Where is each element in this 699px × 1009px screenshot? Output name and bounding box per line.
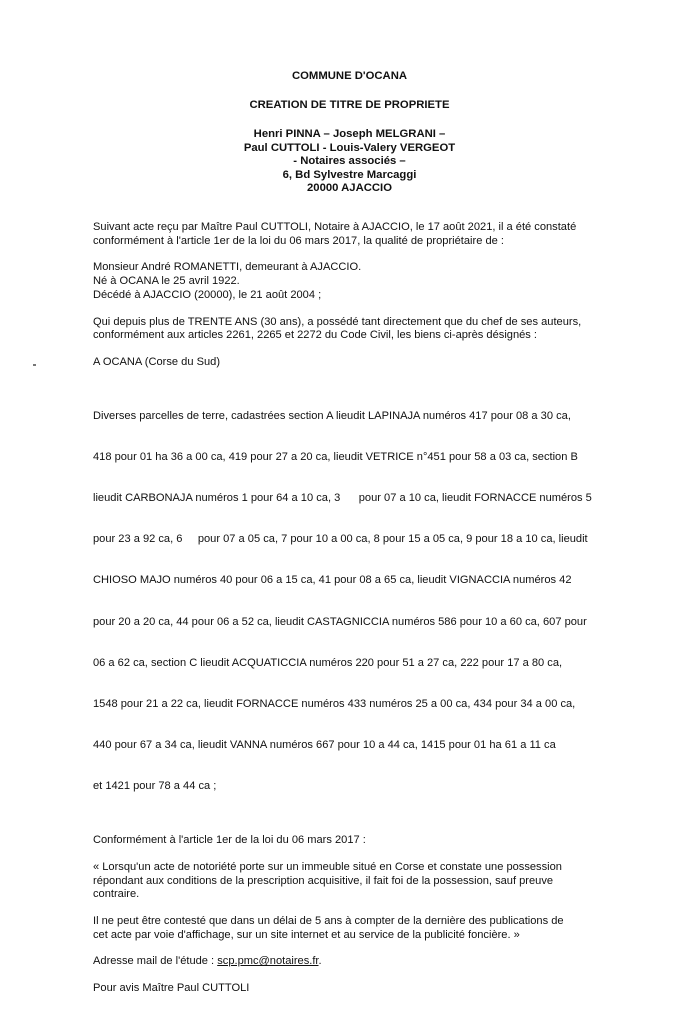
parcel-line: 06 a 62 ca, section C lieudit ACQUATICCIA numéros 220 pour 51 a 27 ca, 222 pour 17 a 80 ca, <box>93 656 563 669</box>
owner-line: Né à OCANA le 25 avril 1922. <box>93 275 240 288</box>
parcel-line: Diverses parcelles de terre, cadastrées section A lieudit LAPINAJA numéros 417 pour 08 a 30 ca, <box>93 410 571 423</box>
document-title: CREATION DE TITRE DE PROPRIETE <box>249 99 450 111</box>
notaries-line: - Notaires associés – <box>293 155 406 167</box>
email-suffix: . <box>318 955 322 968</box>
parcel-line: pour 23 a 92 ca, 6 pour 07 a 05 ca, 7 pour 10 a 00 ca, 8 pour 15 a 05 ca, 9 pour 18 a 10 ca, lieudit <box>93 533 588 546</box>
possession-line: conformément aux articles 2261, 2265 et 2272 du Code Civil, les biens ci-après désignés : <box>93 329 537 342</box>
email-paragraph <box>93 955 628 969</box>
parcels-paragraph <box>93 383 628 822</box>
parcel-line: 440 pour 67 a 34 ca, lieudit VANNA numéros 667 pour 10 a 44 ca, 1415 pour 01 ha 61 a 11 ca <box>93 738 556 751</box>
law-reference-paragraph <box>93 834 628 848</box>
signature-line: Pour avis Maître Paul CUTTOLI <box>93 982 250 995</box>
parcel-line: CHIOSO MAJO numéros 40 pour 06 a 15 ca, 41 pour 08 a 65 ca, lieudit VIGNACCIA numéros 42 <box>93 574 572 587</box>
owner-paragraph <box>93 261 628 302</box>
commune-title: COMMUNE D'OCANA <box>291 70 408 82</box>
notaries-line: Paul CUTTOLI - Louis-Valery VERGEOT <box>243 141 456 154</box>
quote-line: cet acte par voie d'affichage, sur un site internet et au service de la publicité foncière. » <box>93 928 520 941</box>
parcel-line: pour 20 a 20 ca, 44 pour 06 a 52 ca, lieudit CASTAGNICCIA numéros 586 pour 10 a 60 ca, 607 pour <box>93 615 587 628</box>
owner-line: Monsieur André ROMANETTI, demeurant à AJACCIO. <box>93 261 362 274</box>
location-paragraph <box>93 356 628 370</box>
notaries-line: Henri PINNA – Joseph MELGRANI – <box>253 128 446 140</box>
document-body <box>93 221 628 1009</box>
quote-paragraph-1 <box>93 861 628 902</box>
notaries-address-line: 6, Bd Sylvestre Marcaggi <box>282 168 417 181</box>
quote-line: Il ne peut être contesté que dans un délai de 5 ans à compter de la dernière des publications de <box>93 914 564 927</box>
parcel-line: et 1421 pour 78 a 44 ca ; <box>93 780 217 793</box>
possession-paragraph <box>93 316 628 343</box>
notaries-city-line: 20000 AJACCIO <box>307 182 392 194</box>
possession-line: Qui depuis plus de TRENTE ANS (30 ans), a possédé tant directement que du chef de ses auteurs, <box>93 315 582 328</box>
parcel-line: 1548 pour 21 a 22 ca, lieudit FORNACCE numéros 433 numéros 25 a 00 ca, 434 pour 34 a 00 ca, <box>93 697 576 710</box>
quote-line: répondant aux conditions de la prescription acquisitive, il fait foi de la possession, sauf preuve <box>93 874 554 887</box>
notaries-block <box>0 128 699 196</box>
intro-paragraph <box>93 221 628 248</box>
signature-paragraph <box>93 982 628 996</box>
location-line: A OCANA (Corse du Sud) <box>93 355 221 368</box>
email-link[interactable]: scp.pmc@notaires.fr <box>217 955 319 968</box>
parcel-line: lieudit CARBONAJA numéros 1 pour 64 a 10 ca, 3 pour 07 a 10 ca, lieudit FORNACCE numéros 5 <box>93 492 592 505</box>
intro-line: Suivant acte reçu par Maître Paul CUTTOLI, Notaire à AJACCIO, le 17 août 2021, il a été constaté <box>93 221 577 233</box>
quote-line: « Lorsqu'un acte de notoriété porte sur un immeuble situé en Corse et constate une possession <box>93 860 562 873</box>
quote-paragraph-2 <box>93 915 628 942</box>
law-reference-line: Conformément à l'article 1er de la loi du 06 mars 2017 : <box>93 834 366 847</box>
intro-line: conformément à l'article 1er de la loi du 06 mars 2017, la qualité de propriétaire de : <box>93 234 504 247</box>
scan-mark <box>33 364 36 366</box>
email-label: Adresse mail de l'étude : <box>93 955 218 968</box>
owner-line: Décédé à AJACCIO (20000), le 21 août 2004 ; <box>93 288 322 301</box>
quote-line: contraire. <box>93 888 140 901</box>
parcel-line: 418 pour 01 ha 36 a 00 ca, 419 pour 27 a 20 ca, lieudit VETRICE n°451 pour 58 a 03 ca, section B <box>93 451 578 464</box>
